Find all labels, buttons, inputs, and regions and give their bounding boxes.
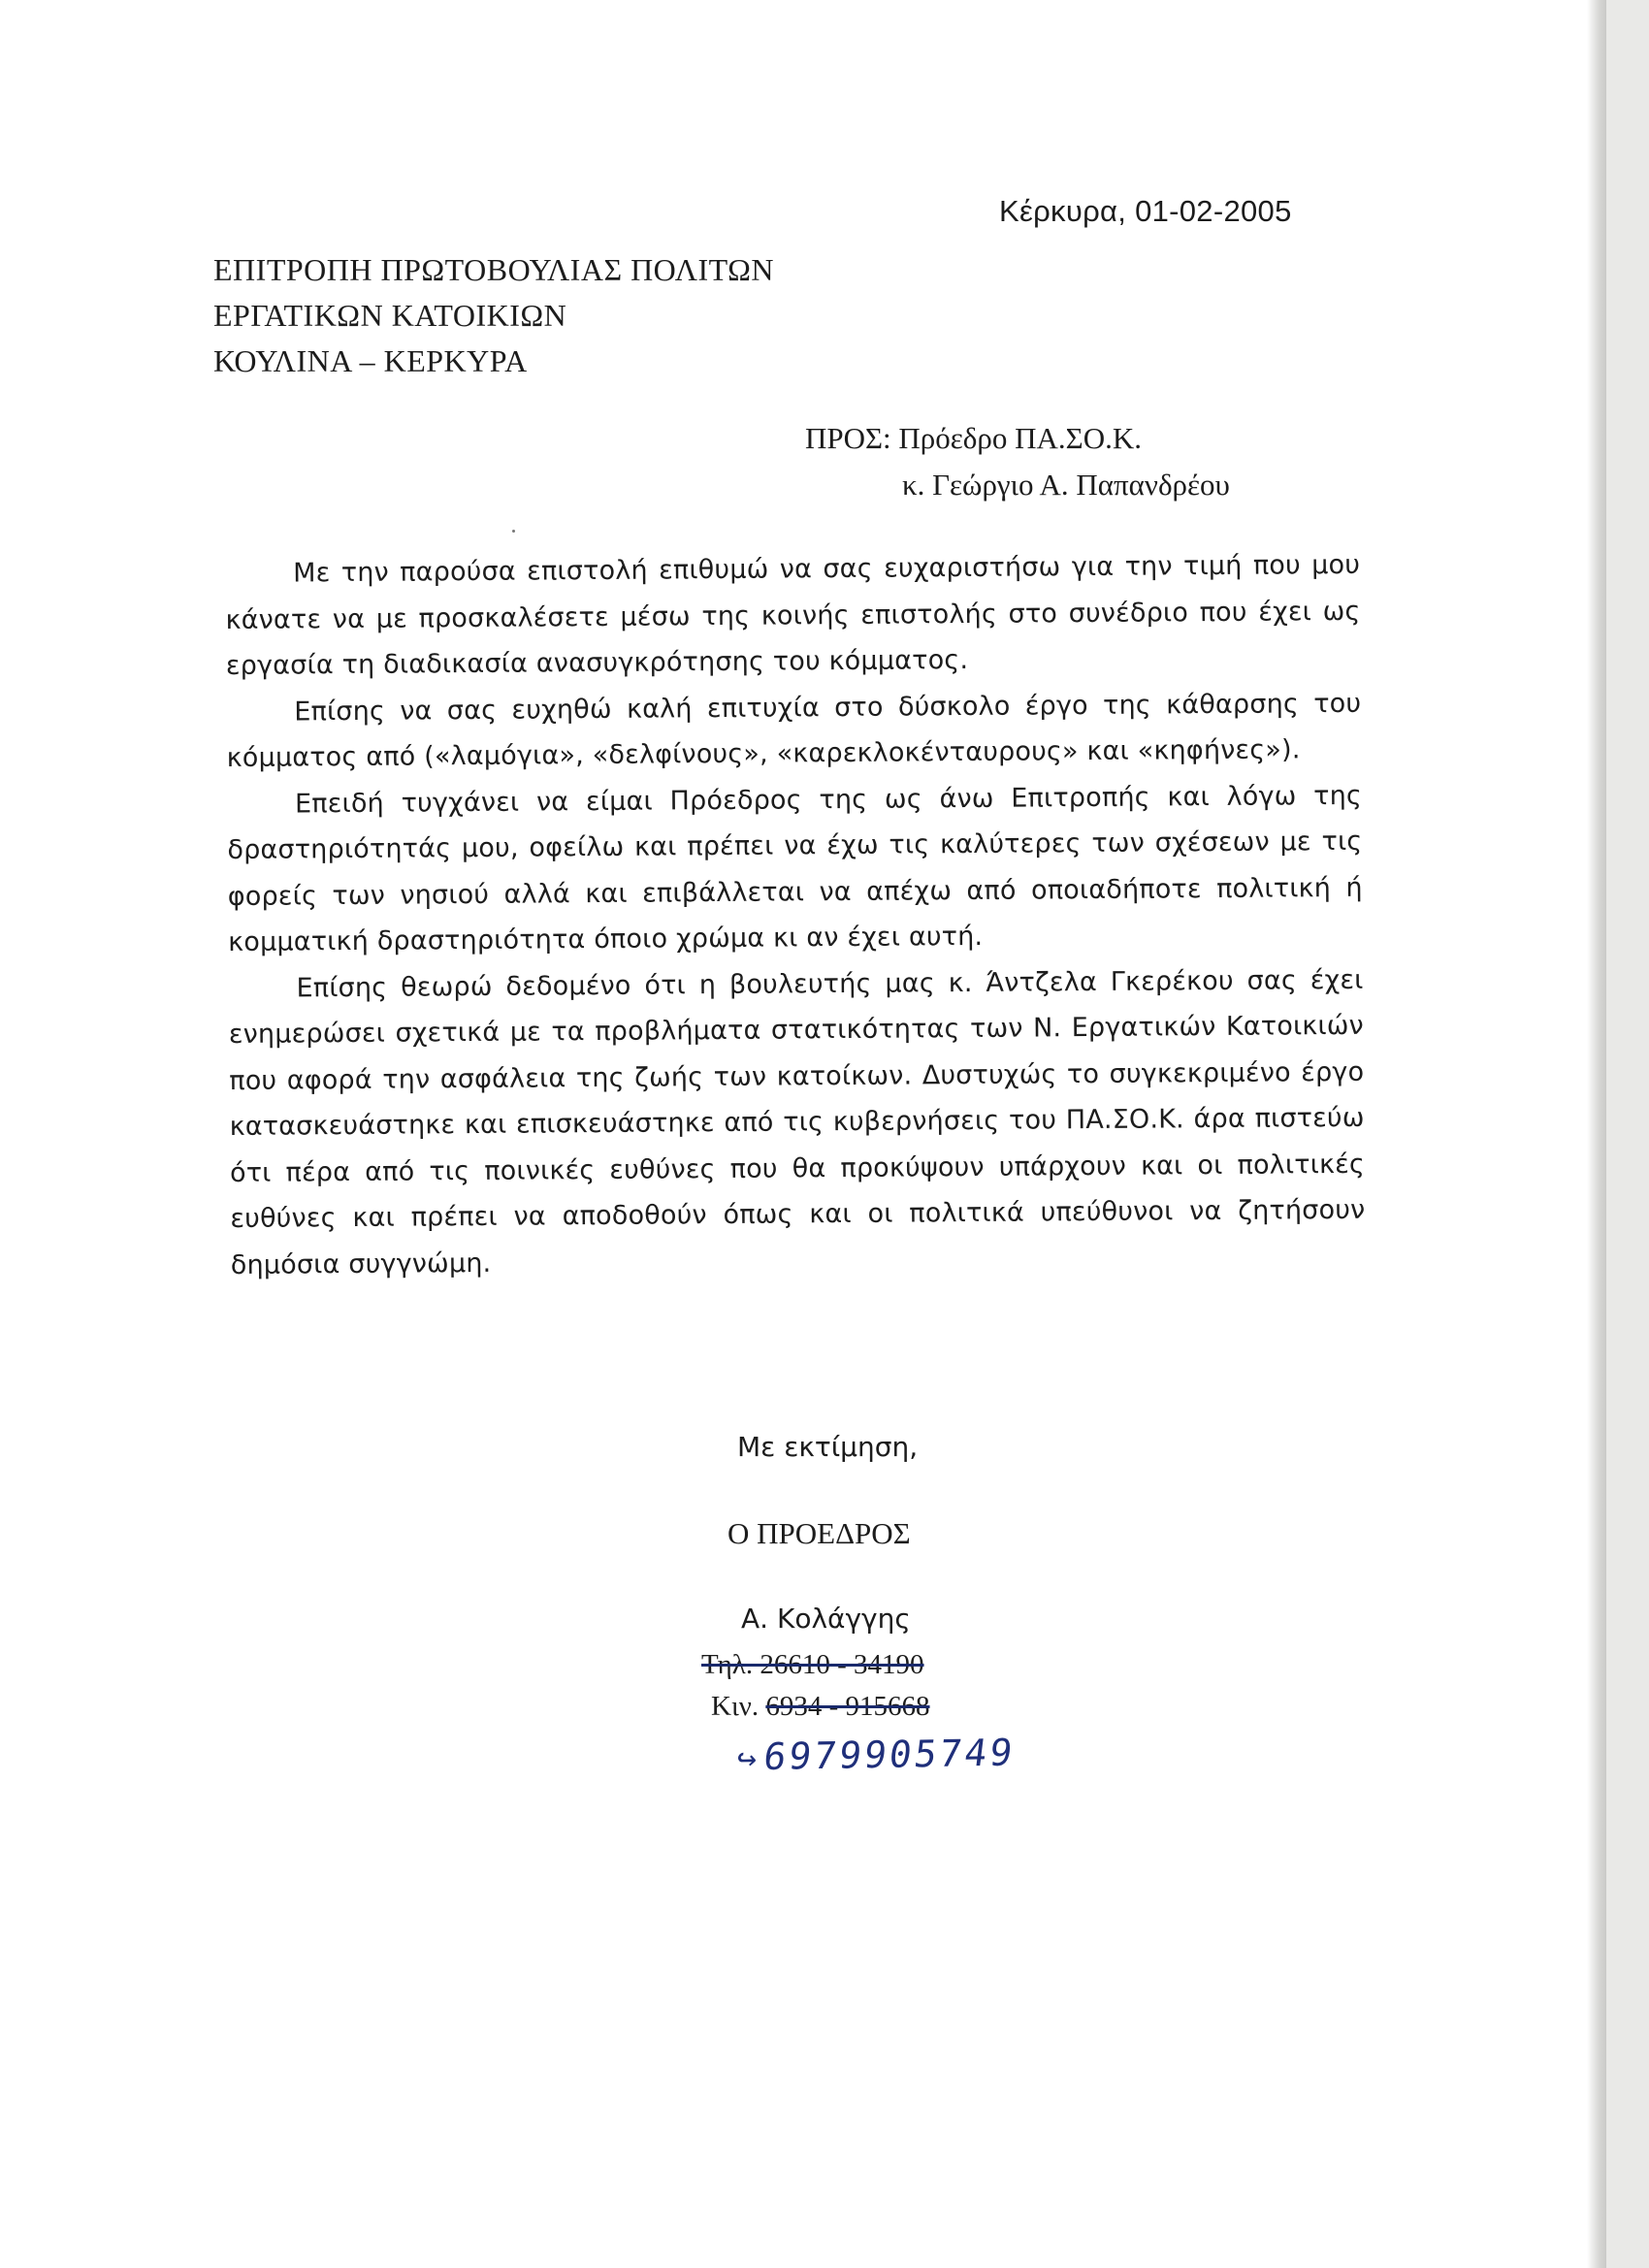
scan-speck <box>512 530 515 533</box>
paragraph-1: Με την παρούσα επιστολή επιθυμώ να σας ευχαριστήσω για την τιμή που μου κάνατε να με προσκαλέσετε μέσω της κοινής επιστολής στο συνέδριο που έχει ως εργασία τη διαδικασία ανασυγκρότησης του κόμματος. <box>225 549 1361 681</box>
sender-line-2: ΕΡΓΑΤΙΚΩΝ ΚΑΤΟΙΚΙΩΝ <box>213 298 567 333</box>
handwritten-arrow-icon: ↪ <box>734 1739 762 1779</box>
signatory-title: Ο ΠΡΟΕΔΡΟΣ <box>728 1516 911 1550</box>
letter-body <box>225 542 1366 1288</box>
signatory-name: Α. Κολάγγης <box>741 1603 911 1635</box>
handwritten-mobile <box>734 1731 1018 1778</box>
recipient-line-2: κ. Γεώργιο Α. Παπανδρέου <box>902 468 1230 502</box>
sender-line-3: ΚΟΥΛΙΝΑ – ΚΕΡΚΥΡΑ <box>213 343 528 378</box>
letter-date: Κέρκυρα, 01-02-2005 <box>999 194 1292 228</box>
scanner-background <box>1606 0 1649 2268</box>
paragraph-3: Επειδή τυγχάνει να είμαι Πρόεδρος της ως άνω Επιτροπής και λόγω της δραστηριότητάς μου, οφείλω και πρέπει να έχω τις καλύτερες των σχέσεων με τις φορείς των νησιού αλλά και επιβάλλεται να απέχω από οποιαδήποτε πολιτική ή κομματική δραστηριότητα όποιο χρώμα κι αν έχει αυτή. <box>227 780 1363 957</box>
recipient-line-1: ΠΡΟΣ: Πρόεδρο ΠΑ.ΣΟ.Κ. <box>805 421 1142 455</box>
handwritten-mobile-number: 6979905749 <box>760 1731 1018 1779</box>
recipient-block <box>805 415 1230 508</box>
closing-regards: Με εκτίμηση, <box>737 1431 919 1463</box>
page-edge-shadow <box>1587 0 1606 2268</box>
phone-struck: Τηλ. 26610 - 34190 <box>701 1649 924 1680</box>
paragraph-4: Επίσης θεωρώ δεδομένο ότι η βουλευτής μας κ. Άντζελα Γκερέκου σας έχει ενημερώσει σχετικά με τα προβλήματα στατικότητας των Ν. Εργατικών Κατοικιών που αφορά την ασφάλεια της ζωής των κατοίκων. Δυστυχώς το συγκεκριμένο έργο κατασκευάστηκε και επισκευάστηκε από τις κυβερνήσεις του ΠΑ.ΣΟ.Κ. άρα πιστεύω ότι πέρα από τις ποινικές ευθύνες που θα προκύψουν υπάρχουν και οι πολιτικές ευθύνες και πρέπει να αποδοθούν όπως και οι πολιτικά υπεύθυνοι να ζητήσουν δημόσια συγγνώμη. <box>228 964 1366 1280</box>
mobile-label: Κιν. <box>711 1691 760 1722</box>
paragraph-2: Επίσης να σας ευχηθώ καλή επιτυχία στο δύσκολο έργο της κάθαρσης του κόμματος από («λαμόγια», «δελφίνους», «καρεκλοκένταυρους» και «κηφήνες»). <box>226 688 1362 773</box>
sender-block <box>213 247 774 384</box>
mobile-old-struck: 6934 - 915668 <box>765 1691 930 1722</box>
sender-line-1: ΕΠΙΤΡΟΠΗ ΠΡΩΤΟΒΟΥΛΙΑΣ ΠΟΛΙΤΩΝ <box>213 252 774 287</box>
